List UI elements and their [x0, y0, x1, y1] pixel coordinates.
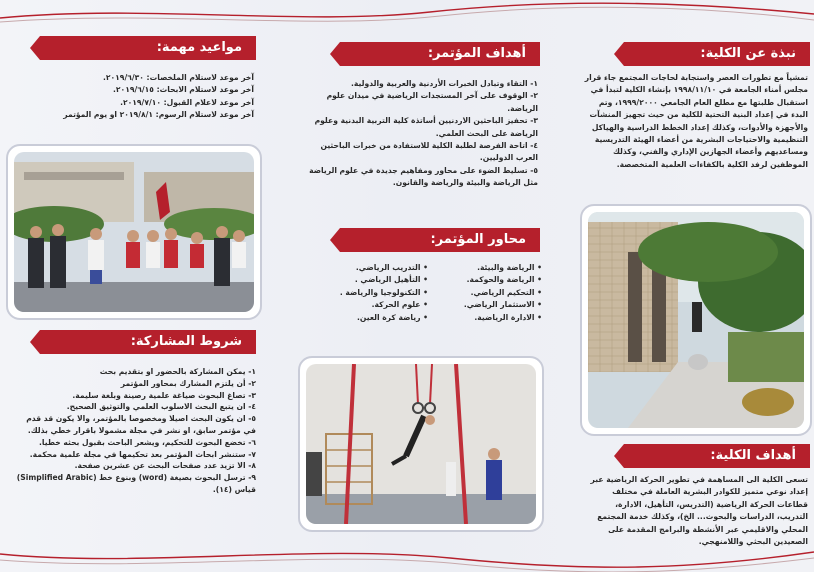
participation-conditions-header: شروط المشاركة:: [40, 330, 256, 354]
conference-goal-item: ٥- تسليط الضوء على محاور ومفاهيم جديدة في علوم الرياضة مثل الرياضة والبيئة والرياضة والقانون.: [309, 165, 538, 188]
condition-item: ٢- أن يلتزم المشارك بمحاور المؤتمر: [120, 378, 256, 388]
condition-item: ٧- ستنشر ابحاث المؤتمر بعد تحكيمها في مجلة علمية محكمة.: [29, 449, 256, 459]
marathon-photo-frame: [6, 144, 262, 320]
axis-item: • التحكيم الرياضي.: [432, 287, 542, 299]
condition-item: ٣- تصاغ البحوث صياغة علمية رصينة وبلغة سليمة.: [72, 390, 256, 400]
axis-item: • الاستثمار الرياضي.: [432, 299, 542, 311]
important-dates-header: مواعيد مهمة:: [40, 36, 256, 60]
axis-item: • التأهيل الرياضي .: [318, 274, 428, 286]
gymnastics-rings-photo: [306, 364, 536, 524]
conference-goals-list: [298, 78, 538, 190]
axis-item: • رياضة كرة العين.: [318, 312, 428, 324]
campus-walkway-photo: [588, 212, 804, 428]
participation-conditions-list: [14, 366, 256, 496]
conference-goal-item: ٣- تحفيز الباحثين الاردنيين أساتذة كلية التربية البدنية وعلوم الرياضة على البحث العلمي.: [314, 116, 538, 138]
condition-item: ٨- الا تزيد عدد صفحات البحث عن عشرين صفحة.: [74, 461, 256, 471]
gym-photo-frame: [298, 356, 544, 532]
marathon-crowd-photo: [14, 152, 254, 312]
axis-item: • التكنولوجيا والرياضة .: [318, 287, 428, 299]
condition-item: ٦- تخضع البحوث للتحكيم، ويشعر الباحث بقبول بحثه خطيا.: [39, 437, 256, 447]
conference-axes-header: محاور المؤتمر:: [340, 228, 540, 252]
conference-goal-item: ٢- الوقوف على آخر المستجدات الرياضية في ميدان علوم الرياضة.: [326, 91, 538, 113]
college-goals-text: تسعى الكلية الى المساهمة في تطوير الحركة الرياضية عبر إعداد نوعي متميز للكوادر البشرية العاملة في مختلف قطاعات الحركة الرياضية (التدريس، التأهيل، الادارة، التدريب، الدراسات والبحوث... الخ)، وكذلك خدمة المجتمع المحلي والاقليمي عبر الأنشطة والبرامج المقدمة على الصعيدين البحثي واللامنهجي.: [590, 475, 808, 547]
date-item: آخر موعد لاعلام القبول: ٢٠١٩/٧/١٠.: [120, 97, 254, 107]
top-wave-decoration: [0, 0, 814, 30]
condition-item: ١- يمكن المشاركة بالحضور او بتقديم بحث: [99, 367, 256, 376]
important-dates-list: [14, 72, 254, 122]
condition-item: ٤- ان يتبع البحث الاسلوب العلمي والتوثيق الصحيح.: [66, 402, 256, 412]
conference-goals-header: أهداف المؤتمر:: [340, 42, 540, 66]
condition-item: ٩- ترسل البحوث بصيغة (word) وبنوع خط (Simplified Arabic) قياس (١٤).: [16, 473, 256, 494]
conference-goal-item: ٤- اتاحة الفرصة لطلبة الكلية للاستفادة من خبرات الباحثين العرب الدوليين.: [320, 141, 538, 163]
date-item: آخر موعد لاستلام الابحاث: ٢٠١٩/٦/١٥.: [113, 85, 254, 95]
college-goals-header: أهداف الكلية:: [624, 444, 810, 468]
date-item: آخر موعد لاستلام الرسوم: ٢٠١٩/٨/١ او يوم المؤتمر: [63, 110, 254, 120]
axis-item: • الادارة الرياضية.: [432, 312, 542, 324]
date-item: آخر موعد لاستلام الملخصات: ٢٠١٩/٦/٣٠.: [103, 73, 254, 82]
conference-axes-left: [318, 262, 428, 324]
campus-photo-frame: [580, 204, 812, 436]
axis-item: • علوم الحركة.: [318, 299, 428, 311]
conference-axes-right: [432, 262, 542, 324]
about-text: تمشياً مع تطورات العصر واستجابة لحاجات المجتمع جاء قرار مجلس أمناء الجامعة في ١٩٩٨/١١/١٠ بإنشاء الكلية لتبدأ في استقبال طلبتها مع مطلع العام الجامعي ١٩٩٩/٢٠٠٠، وتم البدء في إعداد البنية التحتية للكلية من حيث تجهيز المنشآت والأجهزة والأدوات، وكذلك إعداد الخطط الدراسية والهياكل التنظيمية والاحتياجات البشرية من أعضاء الهيئة التدريسية ومساعديهم وأعضاء الجهازين الإداري والفني، وكذلك الموظفين لرفد الكلية بالكفاءات العلمية المتخصصة.: [584, 73, 808, 169]
conference-goal-item: ١- التقاء وتبادل الخبرات الأردنية والعربية والدولية.: [351, 79, 538, 88]
axis-item: • الرياضة والبيئة.: [432, 262, 542, 274]
axis-item: • الرياضة والحوكمة.: [432, 274, 542, 286]
condition-item: ٥- ان يكون البحث اصيلا ومخصوصا بالمؤتمر، والا يكون قد قدم في مؤتمر سابق، او نشر في مجلة مشمولا باقرار خطي بذلك.: [26, 414, 256, 435]
about-header: نبذة عن الكلية:: [624, 42, 810, 66]
axis-item: • التدريب الرياضي.: [318, 262, 428, 274]
